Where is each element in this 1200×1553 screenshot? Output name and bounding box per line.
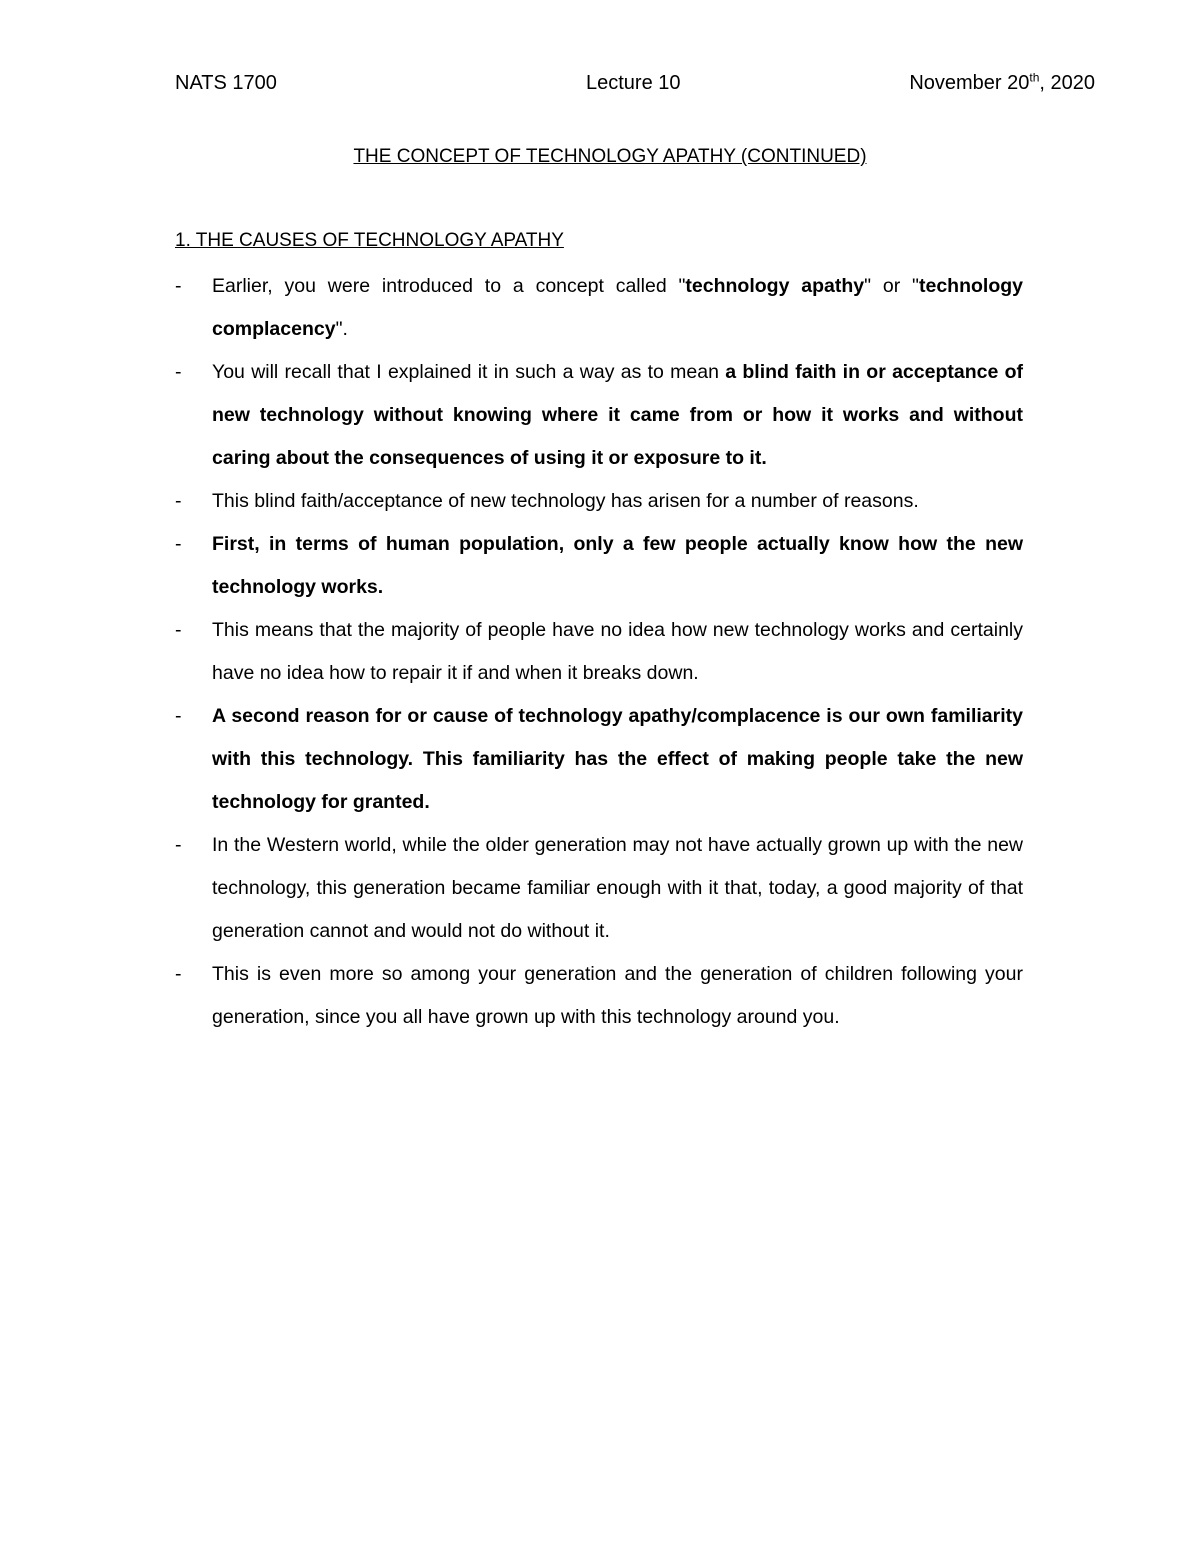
- bullet-text-bold: a blind faith in or acceptance of new technology without knowing where it came from or how it works and without caring about the consequences of using it or exposure to it.: [212, 361, 1023, 469]
- bullet-item: [175, 953, 1023, 1039]
- bullet-marker: -: [175, 533, 182, 555]
- bullet-item: [175, 609, 1023, 695]
- bullet-marker: -: [175, 361, 182, 383]
- header-date-prefix: November 20: [909, 72, 1030, 94]
- page-header: [175, 72, 1095, 102]
- bullet-text-bold: First, in terms of human population, only a few people actually know how the new technology works.: [212, 533, 1023, 598]
- bullet-text: You will recall that I explained it in such a way as to mean: [212, 361, 726, 383]
- bullet-text-bold: technology complacency: [212, 275, 1023, 340]
- header-course: NATS 1700: [175, 72, 277, 94]
- bullet-item: [175, 695, 1023, 824]
- bullet-text: Earlier, you were introduced to a concept called ": [212, 275, 686, 297]
- bullet-text-bold: technology apathy: [685, 275, 865, 297]
- bullet-item: [175, 480, 1023, 523]
- bullet-text: ".: [335, 318, 348, 340]
- header-date-ordinal: th: [1029, 70, 1040, 85]
- header-lecture: Lecture 10: [586, 72, 681, 94]
- document-title: THE CONCEPT OF TECHNOLOGY APATHY (CONTINUED): [353, 146, 867, 167]
- bullet-marker: -: [175, 490, 182, 512]
- bullet-text: This is even more so among your generation and the generation of children following your generation, since you all have grown up with this technology around you.: [212, 963, 1023, 1028]
- bullet-text: In the Western world, while the older generation may not have actually grown up with the new technology, this generation became familiar enough with it that, today, a good majority of that generation cannot and would not do without it.: [212, 834, 1023, 942]
- bullet-text: This means that the majority of people have no idea how new technology works and certainly have no idea how to repair it if and when it breaks down.: [212, 619, 1023, 684]
- bullet-list: [175, 265, 1023, 1039]
- bullet-item: [175, 351, 1023, 480]
- header-date-suffix: , 2020: [1039, 72, 1095, 94]
- bullet-text-bold: A second reason for or cause of technology apathy/complacence is our own familiarity with this technology. This familiarity has the effect of making people take the new technology for granted.: [212, 705, 1023, 813]
- bullet-text: " or ": [864, 275, 919, 297]
- section-heading: 1. THE CAUSES OF TECHNOLOGY APATHY: [175, 230, 564, 251]
- bullet-marker: -: [175, 275, 182, 297]
- bullet-item: [175, 523, 1023, 609]
- bullet-marker: -: [175, 963, 182, 985]
- bullet-item: [175, 265, 1023, 351]
- bullet-marker: -: [175, 834, 182, 856]
- bullet-item: [175, 824, 1023, 953]
- bullet-text: This blind faith/acceptance of new technology has arisen for a number of reasons.: [212, 490, 919, 512]
- bullet-marker: -: [175, 705, 182, 727]
- header-date: [909, 72, 1095, 95]
- bullet-marker: -: [175, 619, 182, 641]
